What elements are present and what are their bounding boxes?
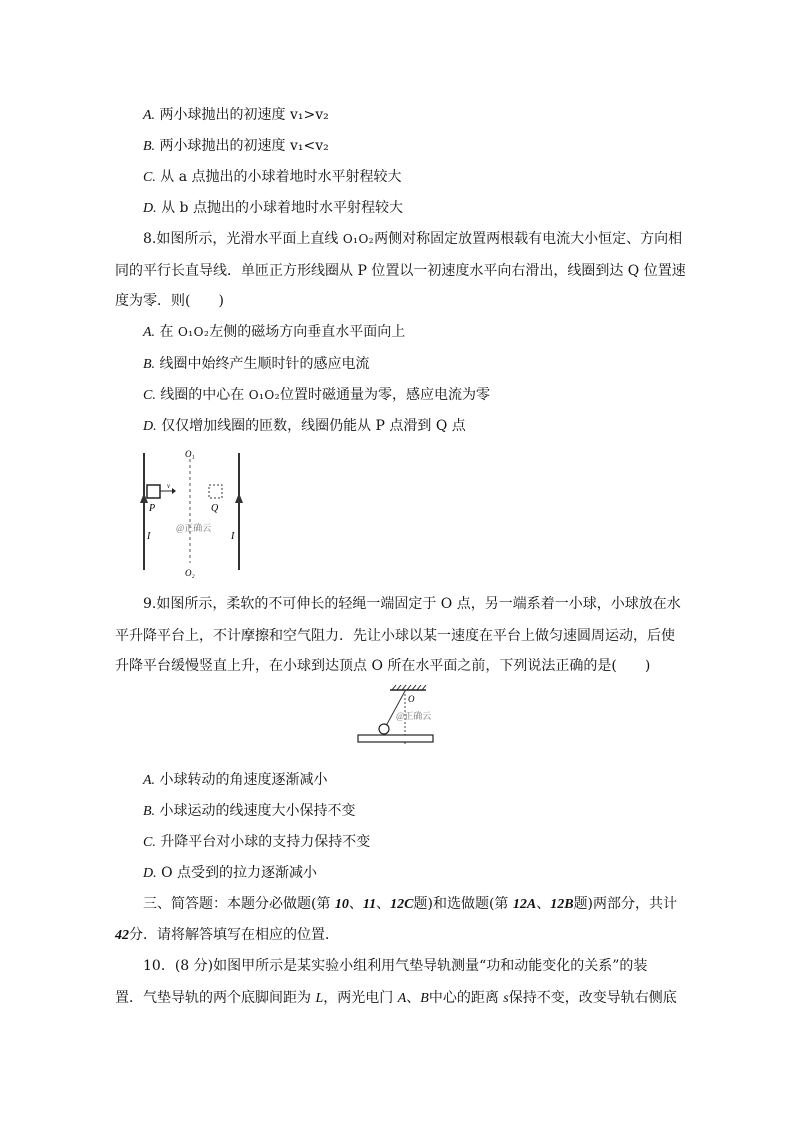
q9-option-c — [143, 832, 370, 853]
section-text: 题)和选做题(第 — [413, 896, 513, 912]
label-o: O — [408, 694, 415, 704]
question-number: 10 — [334, 897, 349, 912]
section-text: 题)两部分，共计 — [573, 896, 678, 912]
option-letter: B. — [143, 357, 156, 372]
q10-text: 中心的距离 — [428, 990, 504, 1006]
option-text: 从 b 点抛出的小球着地时水平射程较大 — [161, 200, 403, 216]
option-letter: A. — [143, 773, 156, 788]
q8-option-a — [143, 322, 405, 343]
option-text: 线圈中始终产生顺时针的感应电流 — [159, 356, 370, 372]
question-number: 12C — [390, 897, 414, 912]
option-letter: B. — [143, 139, 156, 154]
option-letter: D. — [143, 866, 157, 881]
symbol-l: L — [315, 991, 324, 1006]
o1o2-symbol: O₁O₂ — [177, 325, 210, 339]
q10-text: 置．气垫导轨的两个底脚间距为 — [115, 990, 316, 1006]
option-text: 线圈的中心在 — [160, 387, 249, 403]
q8-stem-text: 8.如图所示，光滑水平面上直线 — [143, 231, 343, 247]
label-i-right: I — [231, 531, 235, 542]
q9-pendulum-figure — [356, 684, 436, 748]
label-p: P — [149, 503, 156, 514]
option-text: 在 — [159, 324, 178, 340]
q7-option-c — [143, 167, 402, 188]
q8-wire-coil-figure — [130, 445, 260, 580]
option-letter: C. — [143, 835, 156, 850]
q9-stem-line-3: 升降平台缓慢竖直上升，在小球到达顶点 O 所在水平面之前，下列说法正确的是( ) — [115, 658, 651, 674]
q8-stem-line-1 — [143, 229, 682, 249]
q8-option-d — [143, 416, 466, 437]
q9-stem-line-2: 平升降平台上，不计摩擦和空气阻力．先让小球以某一速度在平台上做匀速圆周运动，后使 — [115, 628, 675, 644]
q9-option-d — [143, 863, 317, 884]
q8-stem-line-2: 同的平行长直导线．单匝正方形线圈从 P 位置以一初速度水平向右滑出，线圈到达 Q 位置速 — [115, 263, 686, 279]
symbol-s: s — [503, 991, 509, 1006]
q10-text: 保持不变，改变导轨右侧底 — [508, 990, 677, 1006]
q7-option-b — [143, 136, 329, 157]
section-text: 、 — [348, 896, 363, 912]
section-text: 、 — [536, 896, 551, 912]
coil-p — [147, 485, 160, 498]
section3-heading-line-2 — [115, 925, 339, 946]
label-o2: O₂ — [185, 568, 195, 578]
q10-text: 、 — [406, 990, 421, 1006]
option-letter: D. — [143, 201, 157, 216]
q8-stem-text: 两侧对称固定放置两根载有电流大小恒定、方向相 — [374, 231, 683, 247]
q10-text: ，两光电门 — [323, 990, 398, 1006]
coil-q — [209, 485, 222, 498]
label-v: v — [167, 482, 171, 490]
q10-stem-line-1: 10．(8 分)如图甲所示是某实验小组利用气垫导轨测量“功和动能变化的关系”的装 — [143, 958, 648, 974]
watermark: @正确云 — [176, 523, 212, 533]
symbol-b: B — [420, 991, 429, 1006]
option-letter: A. — [143, 325, 156, 340]
option-text: 左侧的磁场方向垂直水平面向上 — [209, 324, 406, 340]
option-letter: B. — [143, 804, 156, 819]
option-text: 仅仅增加线圈的匝数，线圈仍能从 P 点滑到 Q 点 — [161, 418, 466, 434]
option-text: 从 a 点抛出的小球着地时水平射程较大 — [160, 169, 402, 185]
option-letter: C. — [143, 170, 156, 185]
option-text: 位置时磁通量为零，感应电流为零 — [280, 387, 491, 403]
option-letter: A. — [143, 108, 156, 123]
q8-stem-line-3: 度为零．则( ) — [115, 293, 224, 309]
option-text: 小球转动的角速度逐渐减小 — [159, 772, 328, 788]
question-number: 12A — [512, 897, 537, 912]
q8-option-c — [143, 385, 490, 406]
option-text: O 点受到的拉力逐渐减小 — [161, 865, 318, 881]
o1o2-symbol: O₁O₂ — [248, 388, 281, 402]
ball — [379, 724, 389, 734]
option-text: 两小球抛出的初速度 v₁<v₂ — [159, 138, 329, 154]
q7-option-a — [143, 105, 329, 126]
label-q: Q — [211, 503, 219, 514]
total-score: 42 — [115, 928, 129, 943]
option-text: 小球运动的线速度大小保持不变 — [159, 803, 356, 819]
section-text: 分．请将解答填写在相应的位置． — [129, 927, 339, 943]
question-number: 12B — [550, 897, 574, 912]
q7-option-d — [143, 198, 403, 219]
velocity-arrow-icon — [172, 488, 176, 494]
symbol-a: A — [397, 991, 407, 1006]
right-wire-arrow-icon — [235, 493, 243, 503]
q9-option-b — [143, 801, 356, 822]
q10-stem-line-2 — [115, 988, 677, 1009]
option-text: 两小球抛出的初速度 v₁>v₂ — [159, 107, 329, 123]
section3-heading-line-1 — [143, 894, 677, 915]
section-text: 三、简答题：本题分必做题(第 — [143, 896, 335, 912]
q9-stem-line-1: 9.如图所示，柔软的不可伸长的轻绳一端固定于 O 点，另一端系着一小球，小球放在水 — [143, 596, 681, 612]
o1o2-symbol: O₁O₂ — [342, 232, 375, 246]
question-number: 11 — [362, 897, 377, 912]
option-letter: C. — [143, 388, 156, 403]
option-letter: D. — [143, 419, 157, 434]
q9-option-a — [143, 770, 328, 791]
watermark: @正确云 — [396, 711, 432, 721]
option-text: 升降平台对小球的支持力保持不变 — [160, 834, 371, 850]
label-o1: O₁ — [185, 449, 195, 459]
section-text: 、 — [376, 896, 391, 912]
q8-option-b — [143, 354, 370, 375]
label-i-left: I — [147, 531, 151, 542]
platform — [358, 735, 433, 742]
